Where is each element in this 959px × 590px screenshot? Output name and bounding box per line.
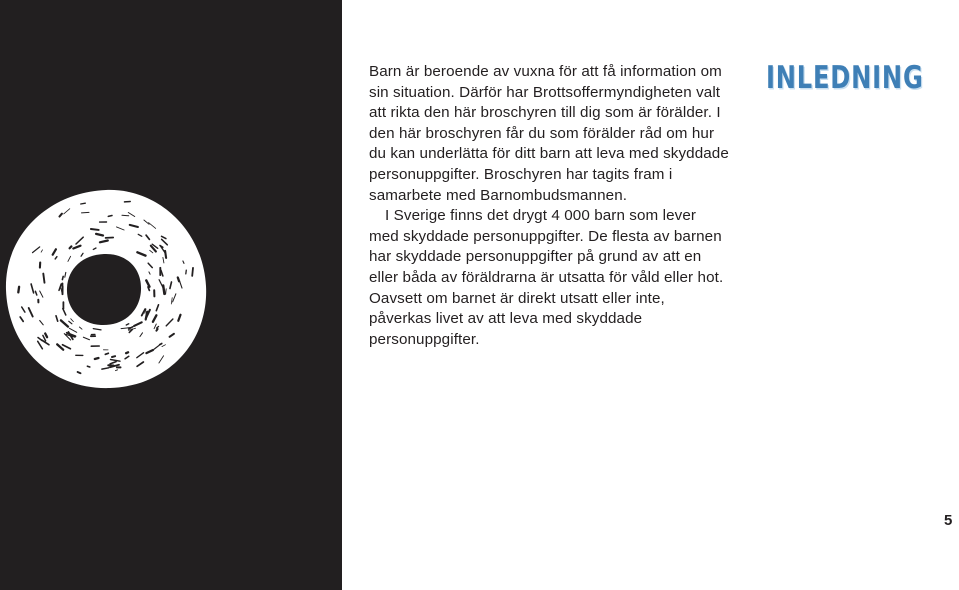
- chalk-mark: [62, 276, 63, 279]
- chalk-mark: [146, 312, 148, 320]
- chalk-mark: [70, 246, 72, 248]
- illustration-panel: [0, 0, 342, 590]
- paragraph-1: Barn är beroende av vuxna för att få information om sin situation. Därför har Brottsoffermyndigheten valt att rikta den här broschyren till dig som är förälder. I den här broschyren får du som förälder råd om hur du kan underlätta för ditt barn att leva med skyddade personuppgifter. Broschyren har tagits fram i samarbete med Barnombudsmannen.: [369, 63, 729, 204]
- chalk-mark: [78, 372, 81, 373]
- page-number: 5: [944, 512, 953, 529]
- chalk-mark: [186, 270, 187, 274]
- chalk-mark: [87, 366, 89, 367]
- chalk-mark: [91, 229, 99, 230]
- chalk-mark: [81, 203, 86, 204]
- paragraph-2: I Sverige finns det drygt 4 000 barn som lever med skyddade personuppgifter. De flesta av barnen har skyddade personuppgifter på grund av att en eller båda av föräldrarna är utsatta för våld eller hot. Oavsett om barnet är direkt utsatt eller inte, påverkas livet av att leva med skyddade personuppgifter.: [369, 207, 724, 348]
- chalk-mark: [192, 268, 193, 276]
- chalk-mark: [156, 329, 157, 331]
- chalk-mark: [82, 212, 90, 213]
- chalk-mark: [96, 234, 103, 236]
- intro-text: [369, 62, 729, 350]
- chalk-mark: [108, 216, 112, 217]
- chalk-mark: [126, 352, 128, 353]
- chalk-mark: [43, 274, 44, 283]
- chalk-mark: [112, 356, 115, 357]
- chalk-mark: [166, 289, 167, 295]
- section-title: INLEDNING: [766, 60, 924, 96]
- chalk-mark: [122, 215, 129, 216]
- chalk-mark: [95, 358, 99, 359]
- chalk-mark: [105, 353, 108, 354]
- chalk-ring-icon: [0, 0, 342, 590]
- chalk-mark: [18, 287, 19, 293]
- chalk-mark: [178, 278, 179, 282]
- chalk-mark: [163, 285, 164, 294]
